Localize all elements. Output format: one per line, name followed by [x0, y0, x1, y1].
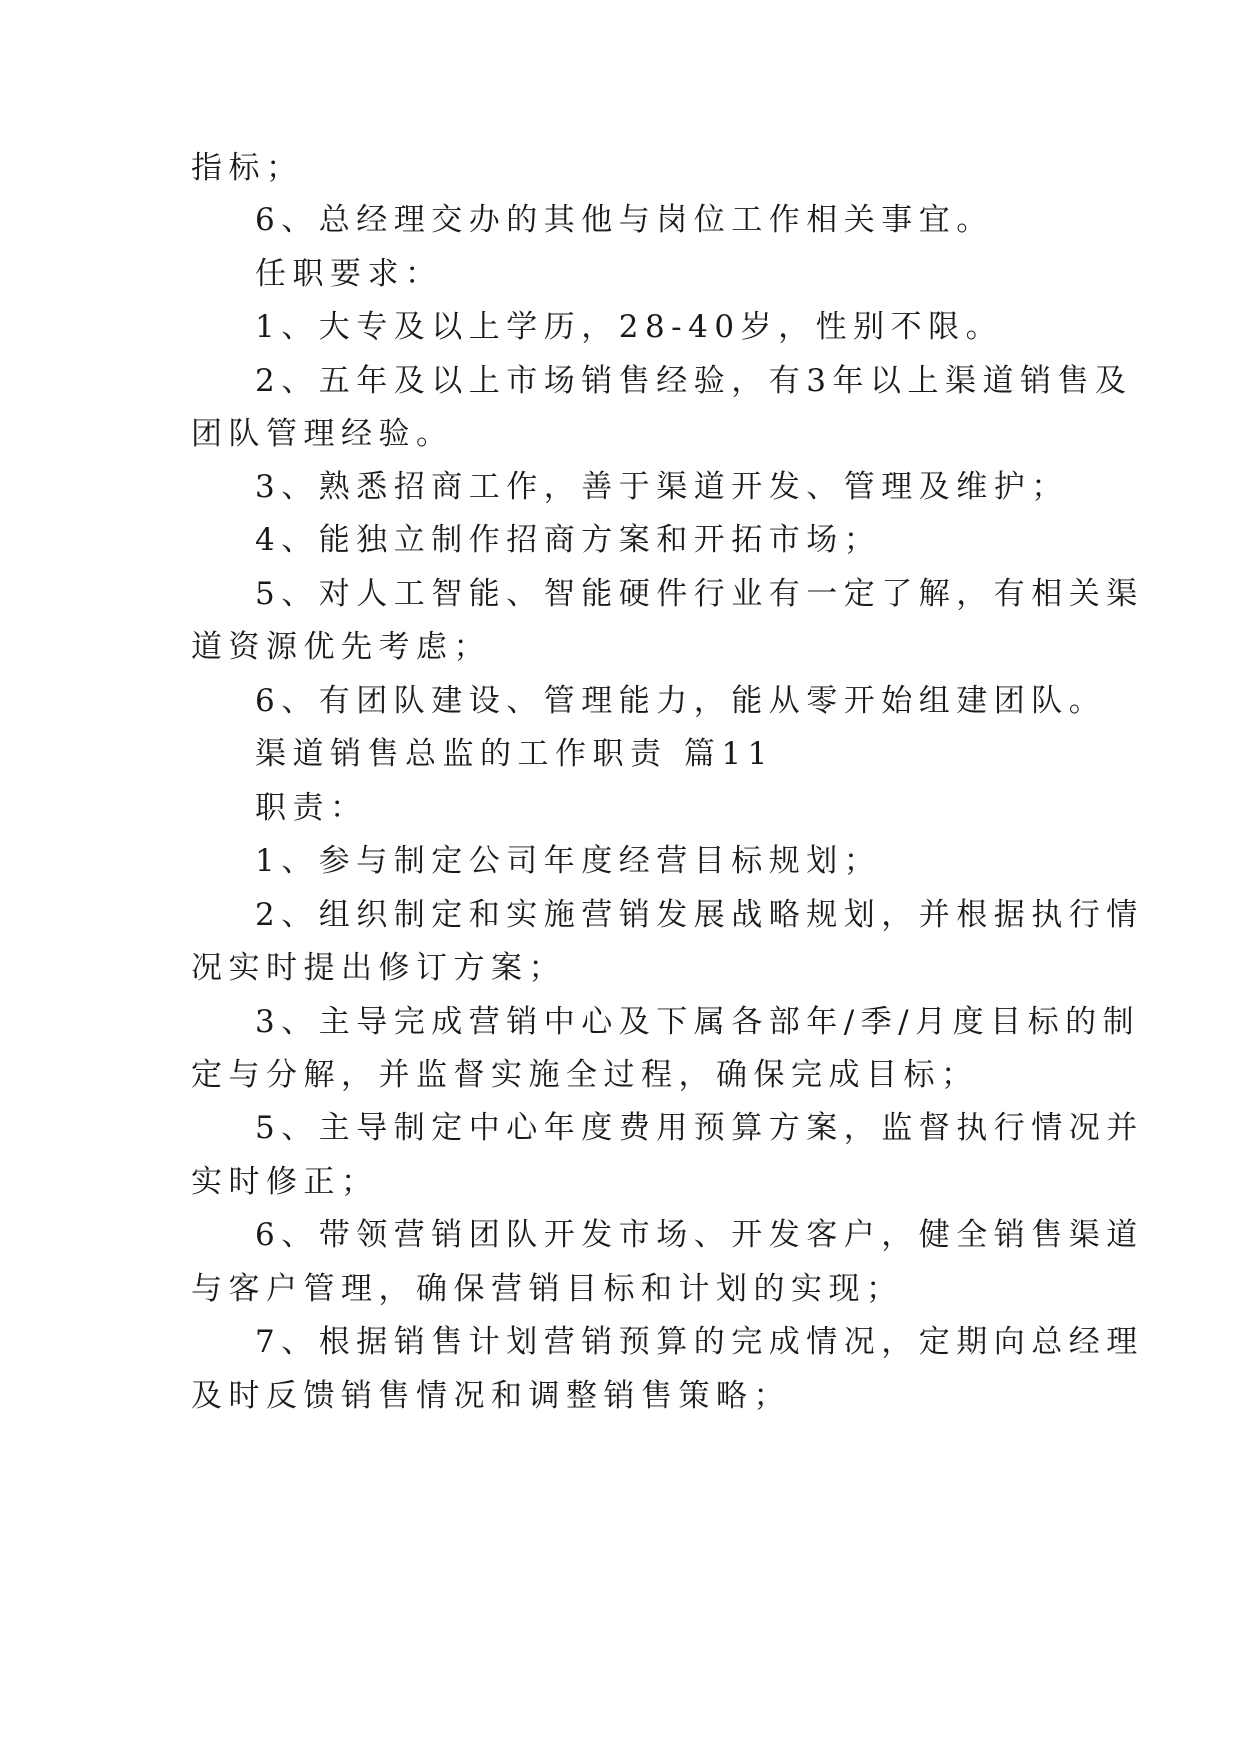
text-line: 1、参与制定公司年度经营目标规划； [255, 843, 882, 879]
text-line: 6、带领营销团队开发市场、开发客户，健全销售渠道 [255, 1217, 1144, 1253]
section-heading: 职责： [255, 790, 368, 826]
text-line: 定与分解，并监督实施全过程，确保完成目标； [191, 1057, 979, 1093]
text-line: 团队管理经验。 [191, 416, 454, 452]
text-line: 1、大专及以上学历，28-40岁，性别不限。 [255, 309, 1004, 345]
text-line: 4、能独立制作招商方案和开拓市场； [255, 522, 882, 558]
text-line: 实时修正； [191, 1164, 379, 1200]
article-heading: 渠道销售总监的工作职责 篇11 [255, 736, 774, 772]
text-line: 与客户管理，确保营销目标和计划的实现； [191, 1271, 904, 1307]
text-line: 5、主导制定中心年度费用预算方案，监督执行情况并 [255, 1110, 1144, 1146]
section-heading: 任职要求： [255, 256, 443, 292]
text-line: 及时反馈销售情况和调整销售策略； [191, 1378, 791, 1414]
text-line: 2、组织制定和实施营销发展战略规划，并根据执行情 [255, 897, 1144, 933]
text-line: 5、对人工智能、智能硬件行业有一定了解，有相关渠 [255, 576, 1144, 612]
text-line: 道资源优先考虑； [191, 629, 491, 665]
text-line: 6、有团队建设、管理能力，能从零开始组建团队。 [255, 683, 1107, 719]
text-line: 指标； [191, 150, 304, 186]
text-line: 7、根据销售计划营销预算的完成情况，定期向总经理 [255, 1324, 1144, 1360]
text-line: 6、总经理交办的其他与岗位工作相关事宜。 [255, 202, 994, 238]
text-line: 3、熟悉招商工作，善于渠道开发、管理及维护； [255, 469, 1069, 505]
text-line: 3、主导完成营销中心及下属各部年/季/月度目标的制 [255, 1004, 1141, 1040]
text-line: 2、五年及以上市场销售经验，有3年以上渠道销售及 [255, 363, 1133, 399]
text-line: 况实时提出修订方案； [191, 950, 566, 986]
